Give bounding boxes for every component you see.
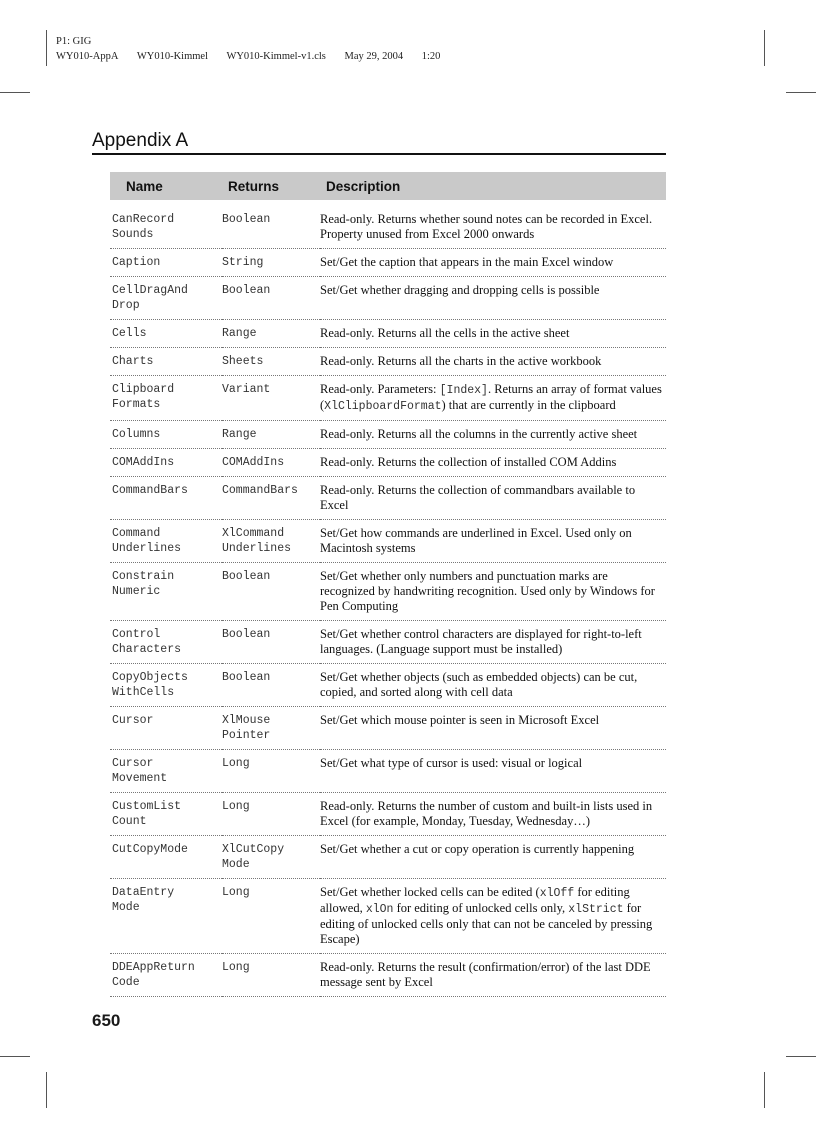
cell-description: Set/Get whether control characters are displayed for right-to-left languages. (Language support must be installed) <box>320 621 666 664</box>
table-row <box>110 621 666 664</box>
table-row <box>110 320 666 348</box>
cell-description: Set/Get how commands are underlined in Excel. Used only on Macintosh systems <box>320 520 666 563</box>
properties-table <box>110 172 666 997</box>
table-row <box>110 376 666 421</box>
cell-returns: Long <box>222 954 320 997</box>
cell-name: Clipboard Formats <box>110 376 222 421</box>
cell-returns: Boolean <box>222 621 320 664</box>
description-text: Read-only. Parameters: <box>320 382 440 396</box>
column-header-name: Name <box>110 172 222 200</box>
page-number: 650 <box>92 1011 121 1030</box>
cell-returns: String <box>222 249 320 277</box>
code-token: XlClipboardFormat <box>324 400 442 413</box>
table-row <box>110 421 666 449</box>
header-line-2 <box>56 49 456 64</box>
cell-description: Read-only. Returns the result (confirmation/error) of the last DDE message sent by Excel <box>320 954 666 997</box>
cell-returns: Boolean <box>222 200 320 249</box>
header-item: WY010-AppA <box>56 51 119 62</box>
cell-name: CanRecord Sounds <box>110 200 222 249</box>
crop-mark <box>46 30 47 66</box>
cell-name: CellDragAnd Drop <box>110 277 222 320</box>
table-row <box>110 879 666 954</box>
description-text: for editing allowed, <box>320 885 630 915</box>
cell-name: DDEAppReturn Code <box>110 954 222 997</box>
cell-returns: Boolean <box>222 664 320 707</box>
cell-name: Command Underlines <box>110 520 222 563</box>
cell-returns: Boolean <box>222 277 320 320</box>
description-text: Set/Get whether locked cells can be edited ( <box>320 885 540 899</box>
cell-description: Read-only. Returns whether sound notes can be recorded in Excel. Property unused from Excel 2000 onwards <box>320 200 666 249</box>
table-row <box>110 707 666 750</box>
crop-mark <box>0 1056 30 1057</box>
table-row <box>110 277 666 320</box>
running-header <box>56 34 456 64</box>
header-item: WY010-Kimmel <box>136 51 208 62</box>
header-item: 1:20 <box>421 51 441 62</box>
crop-mark <box>786 1056 816 1057</box>
cell-description <box>320 879 666 954</box>
cell-name: CommandBars <box>110 477 222 520</box>
table-row <box>110 348 666 376</box>
cell-name: Caption <box>110 249 222 277</box>
crop-mark <box>46 1072 47 1108</box>
cell-returns: Variant <box>222 376 320 421</box>
table-row <box>110 520 666 563</box>
cell-name: Cursor <box>110 707 222 750</box>
cell-name: Control Characters <box>110 621 222 664</box>
cell-description: Set/Get which mouse pointer is seen in Microsoft Excel <box>320 707 666 750</box>
header-line-1: P1: GIG <box>56 36 92 47</box>
section-title: Appendix A <box>92 130 666 155</box>
table-row <box>110 664 666 707</box>
cell-description <box>320 376 666 421</box>
code-token: xlOn <box>365 903 394 916</box>
cell-returns: Boolean <box>222 563 320 621</box>
cell-returns: XlCutCopy Mode <box>222 836 320 879</box>
cell-description: Read-only. Returns all the columns in the currently active sheet <box>320 421 666 449</box>
description-text: . Returns an array of format values ( <box>320 382 662 412</box>
cell-name: COMAddIns <box>110 449 222 477</box>
cell-description: Read-only. Returns all the cells in the active sheet <box>320 320 666 348</box>
cell-returns: Range <box>222 320 320 348</box>
cell-name: Charts <box>110 348 222 376</box>
crop-mark <box>786 92 816 93</box>
cell-name: Cells <box>110 320 222 348</box>
cell-name: CutCopyMode <box>110 836 222 879</box>
column-header-returns: Returns <box>222 172 320 200</box>
cell-description: Set/Get whether dragging and dropping cells is possible <box>320 277 666 320</box>
code-token: xlOff <box>539 887 575 900</box>
cell-returns: Sheets <box>222 348 320 376</box>
code-token: xlStrict <box>568 903 624 916</box>
table-row <box>110 954 666 997</box>
cell-description: Set/Get the caption that appears in the main Excel window <box>320 249 666 277</box>
cell-description: Read-only. Returns the collection of commandbars available to Excel <box>320 477 666 520</box>
cell-description: Set/Get whether objects (such as embedded objects) can be cut, copied, and sorted along with cell data <box>320 664 666 707</box>
table-row <box>110 477 666 520</box>
cell-name: DataEntry Mode <box>110 879 222 954</box>
cell-description: Read-only. Returns the number of custom and built-in lists used in Excel (for example, Monday, Tuesday, Wednesday…) <box>320 793 666 836</box>
description-text: for editing of unlocked cells only, <box>393 901 569 915</box>
cell-name: Cursor Movement <box>110 750 222 793</box>
cell-returns: XlMouse Pointer <box>222 707 320 750</box>
cell-description: Read-only. Returns all the charts in the active workbook <box>320 348 666 376</box>
crop-mark <box>764 1072 765 1108</box>
cell-returns: Long <box>222 879 320 954</box>
cell-returns: Long <box>222 793 320 836</box>
cell-description: Read-only. Returns the collection of installed COM Addins <box>320 449 666 477</box>
cell-name: CustomList Count <box>110 793 222 836</box>
code-token: [Index] <box>439 384 488 397</box>
column-header-description: Description <box>320 172 666 200</box>
header-item: WY010-Kimmel-v1.cls <box>226 51 326 62</box>
cell-description: Set/Get whether a cut or copy operation is currently happening <box>320 836 666 879</box>
table-row <box>110 449 666 477</box>
cell-name: Constrain Numeric <box>110 563 222 621</box>
cell-returns: COMAddIns <box>222 449 320 477</box>
table-row <box>110 750 666 793</box>
table-header-row <box>110 172 666 200</box>
cell-name: CopyObjects WithCells <box>110 664 222 707</box>
crop-mark <box>0 92 30 93</box>
table-row <box>110 200 666 249</box>
description-text: for editing of unlocked cells only that can not be canceled by pressing Escape) <box>320 901 653 946</box>
cell-returns: Range <box>222 421 320 449</box>
cell-returns: Long <box>222 750 320 793</box>
cell-description: Set/Get whether only numbers and punctuation marks are recognized by handwriting recognition. Used only by Windows for Pen Computing <box>320 563 666 621</box>
table-row <box>110 249 666 277</box>
crop-mark <box>764 30 765 66</box>
table-row <box>110 793 666 836</box>
header-item: May 29, 2004 <box>344 51 404 62</box>
cell-returns: CommandBars <box>222 477 320 520</box>
cell-description: Set/Get what type of cursor is used: visual or logical <box>320 750 666 793</box>
cell-returns: XlCommand Underlines <box>222 520 320 563</box>
description-text: ) that are currently in the clipboard <box>441 398 616 412</box>
table-row <box>110 563 666 621</box>
table-row <box>110 836 666 879</box>
cell-name: Columns <box>110 421 222 449</box>
